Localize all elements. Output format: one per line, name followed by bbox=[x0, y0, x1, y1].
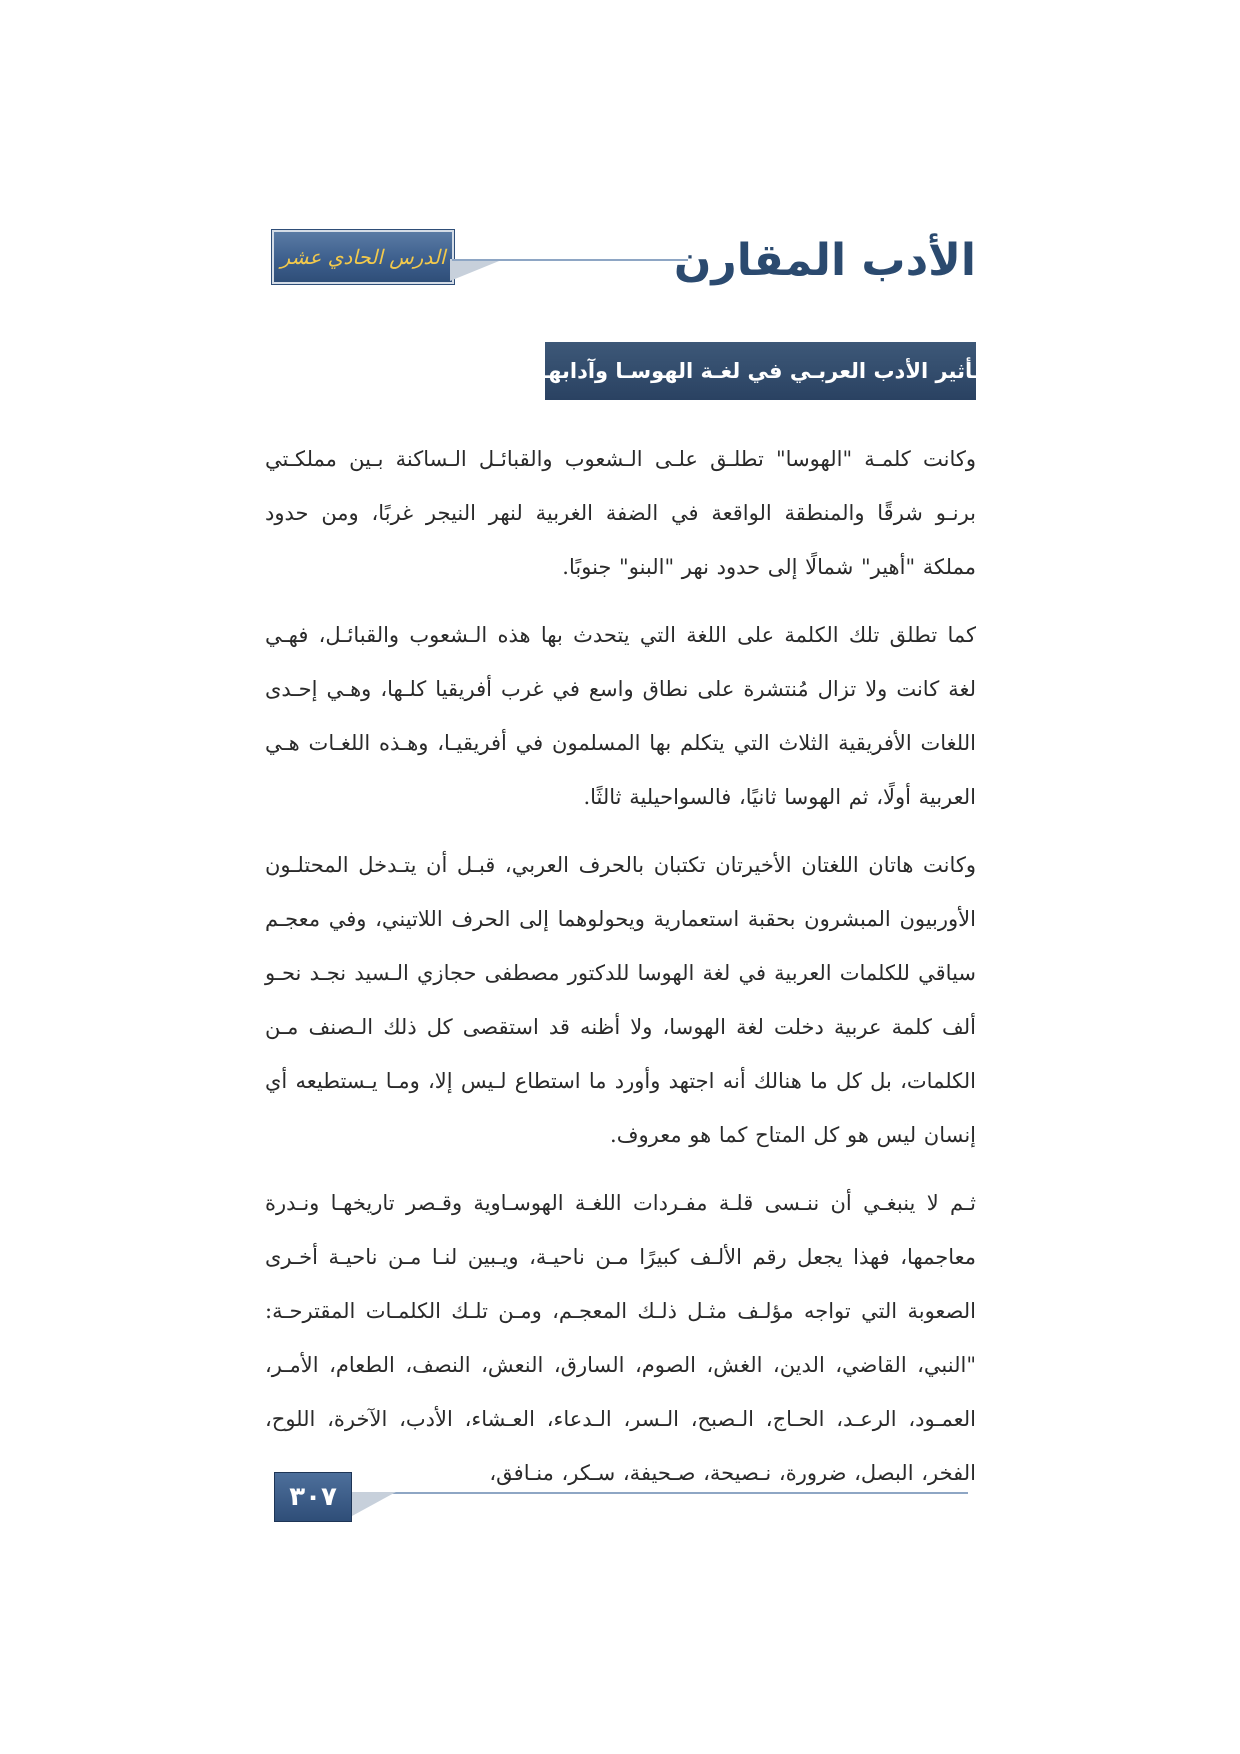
section-title: تـأثير الأدب العربـي في لغـة الهوسـا وآدابهـا bbox=[533, 359, 988, 383]
page-footer bbox=[272, 1472, 976, 1526]
lesson-label: الدرس الحادي عشر bbox=[280, 245, 446, 269]
header-divider bbox=[452, 259, 688, 261]
paragraph: وكانت كلمـة "الهوسا" تطلـق علـى الـشعوب والقبائـل الـساكنة بـين مملكـتي برنـو شرقًا والمنطقة الواقعة في الضفة الغربية لنهر النيجر غربًا، ومن حدود مملكة "أهير" شمالًا إلى حدود نهر "البنو" جنوبًا. bbox=[265, 447, 976, 579]
section-banner bbox=[533, 342, 988, 400]
footer-wedge-decoration bbox=[352, 1492, 396, 1516]
book-title: الأدب المقارن bbox=[673, 235, 976, 286]
body-text bbox=[265, 432, 976, 1514]
paragraph: وكانت هاتان اللغتان الأخيرتان تكتبان بالحرف العربي، قبـل أن يتـدخل المحتلـون الأوربيون المبشرون بحقبة استعمارية ويحولوهما إلى الحرف اللاتيني، وفي معجـم سياقي للكلمات العربية في لغة الهوسا للدكتور مصطفى حجازي الـسيد نجـد نحـو ألف كلمة عربية دخلت لغة الهوسا، ولا أظنه قد استقصى كل ذلك الـصنف مـن الكلمات، بل كل ما هنالك أنه اجتهد وأورد ما استطاع لـيس إلا، ومـا يـستطيعه أي إنسان ليس هو كل المتاح كما هو معروف. bbox=[265, 853, 976, 1147]
page-number: ٣٠٧ bbox=[289, 1482, 337, 1512]
lesson-badge bbox=[272, 230, 454, 284]
footer-divider bbox=[352, 1492, 968, 1494]
page-header bbox=[272, 228, 976, 294]
header-wedge-decoration bbox=[450, 259, 504, 281]
page-number-badge bbox=[274, 1472, 352, 1522]
paragraph: كما تطلق تلك الكلمة على اللغة التي يتحدث بها هذه الـشعوب والقبائـل، فهـي لغة كانت ولا تزال مُنتشرة على نطاق واسع في غرب أفريقيا كلـها، وهـي إحـدى اللغات الأفريقية الثلاث التي يتكلم بها المسلمون في أفريقيـا، وهـذه اللغـات هـي العربية أولًا، ثم الهوسا ثانيًا، فالسواحيلية ثالثًا. bbox=[265, 623, 976, 809]
paragraph: ثـم لا ينبغـي أن ننـسى قلـة مفـردات اللغـة الهوسـاوية وقـصر تاريخهـا ونـدرة معاجمها، فهذا يجعل رقم الألـف كبيرًا مـن ناحيـة، ويـبين لنـا مـن ناحيـة أخـرى الصعوبة التي تواجه مؤلـف مثـل ذلـك المعجـم، ومـن تلـك الكلمـات المقترحـة: "النبي، القاضي، الدين، الغش، الصوم، السارق، النعش، النصف، الطعام، الأمـر، العمـود، الرعـد، الحـاج، الـصبح، الـسر، الـدعاء، العـشاء، الأدب، الآخرة، اللوح، الفخر، البصل، ضرورة، نـصيحة، صـحيفة، سـكر، منـافق، bbox=[265, 1191, 976, 1485]
